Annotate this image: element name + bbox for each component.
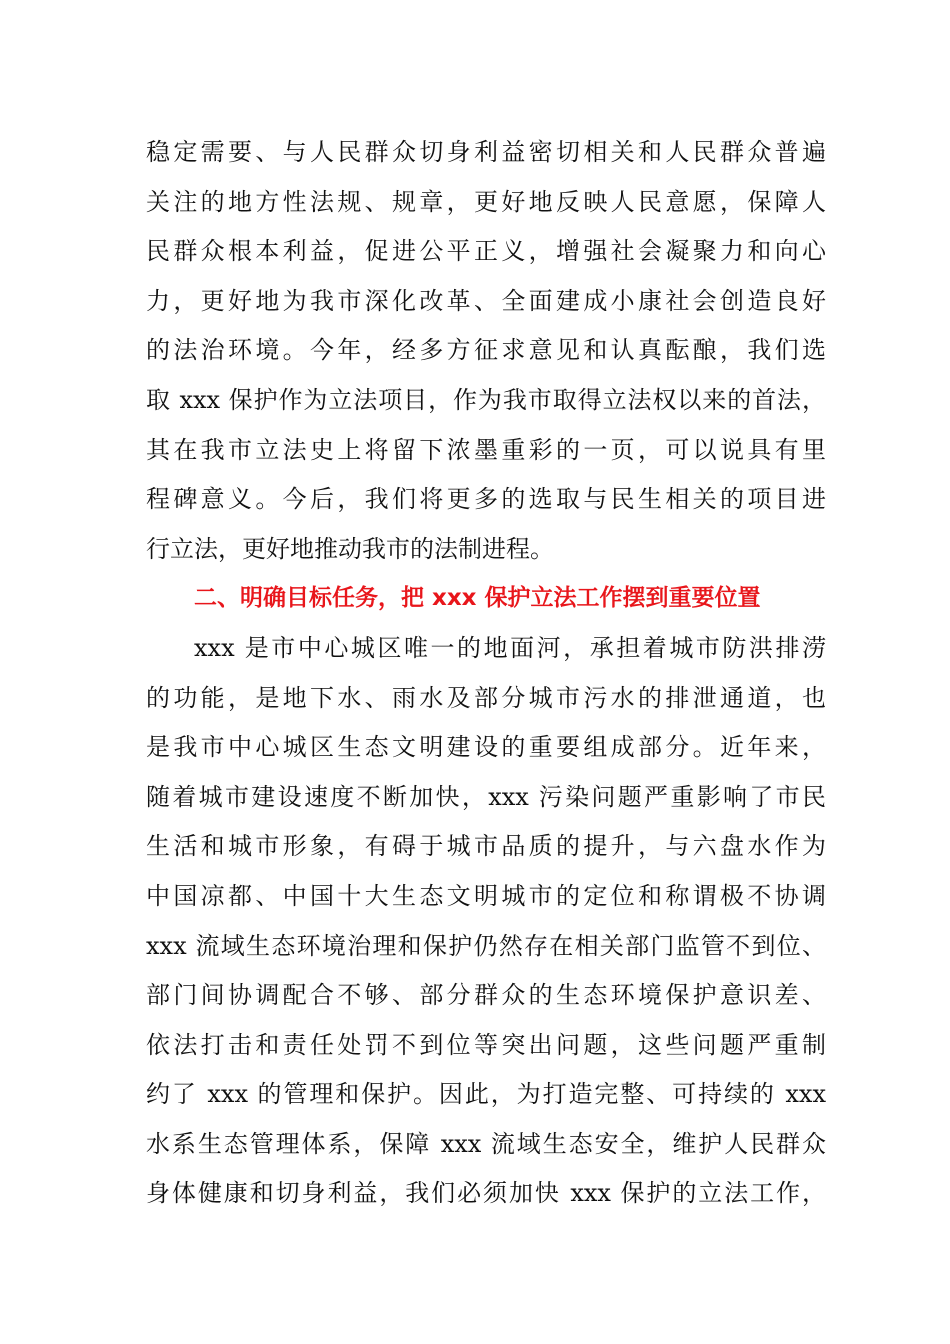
paragraph-line: 民群众根本利益，促进公平正义，增强社会凝聚力和向心 xyxy=(146,237,826,266)
paragraph-line: 依法打击和责任处罚不到位等突出问题，这些问题严重制 xyxy=(146,1030,826,1059)
paragraph-line: 约了 xxx 的管理和保护。因此，为打造完整、可持续的 xxx xyxy=(146,1080,826,1109)
paragraph-line: 程碑意义。今后，我们将更多的选取与民生相关的项目进 xyxy=(146,485,826,514)
paragraph-line: 的法治环境。今年，经多方征求意见和认真酝酿，我们选 xyxy=(146,336,826,365)
paragraph-1 xyxy=(146,128,826,574)
paragraph-line: 部门间协调配合不够、部分群众的生态环境保护意识差、 xyxy=(146,981,826,1010)
paragraph-line: 关注的地方性法规、规章，更好地反映人民意愿，保障人 xyxy=(146,187,826,216)
paragraph-2 xyxy=(146,624,826,1219)
paragraph-line: 是我市中心城区生态文明建设的重要组成部分。近年来， xyxy=(146,733,826,762)
section-heading: 二、明确目标任务，把 xxx 保护立法工作摆到重要位置 xyxy=(194,585,761,612)
paragraph-line: 稳定需要、与人民群众切身利益密切相关和人民群众普遍 xyxy=(146,138,826,166)
paragraph-line: 生活和城市形象，有碍于城市品质的提升，与六盘水作为 xyxy=(146,832,826,861)
paragraph-line: xxx 流域生态环境治理和保护仍然存在相关部门监管不到位、 xyxy=(146,931,826,960)
paragraph-line: 身体健康和切身利益，我们必须加快 xxx 保护的立法工作， xyxy=(146,1179,826,1208)
paragraph-line: 的功能，是地下水、雨水及部分城市污水的排泄通道，也 xyxy=(146,683,826,712)
paragraph-line: 随着城市建设速度不断加快，xxx 污染问题严重影响了市民 xyxy=(146,782,826,811)
paragraph-line: 中国凉都、中国十大生态文明城市的定位和称谓极不协调 xyxy=(146,881,826,910)
paragraph-line: xxx 是市中心城区唯一的地面河，承担着城市防洪排涝 xyxy=(194,633,826,662)
paragraph-line: 水系生态管理体系，保障 xxx 流域生态安全，维护人民群众 xyxy=(146,1129,826,1158)
paragraph-line: 力，更好地为我市深化改革、全面建成小康社会创造良好 xyxy=(146,286,826,315)
paragraph-line: 取 xxx 保护作为立法项目，作为我市取得立法权以来的首法， xyxy=(146,385,826,414)
paragraph-line: 其在我市立法史上将留下浓墨重彩的一页，可以说具有里 xyxy=(146,435,826,464)
document-body xyxy=(146,128,826,1219)
paragraph-line: 行立法，更好地推动我市的法制进程。 xyxy=(146,534,554,563)
